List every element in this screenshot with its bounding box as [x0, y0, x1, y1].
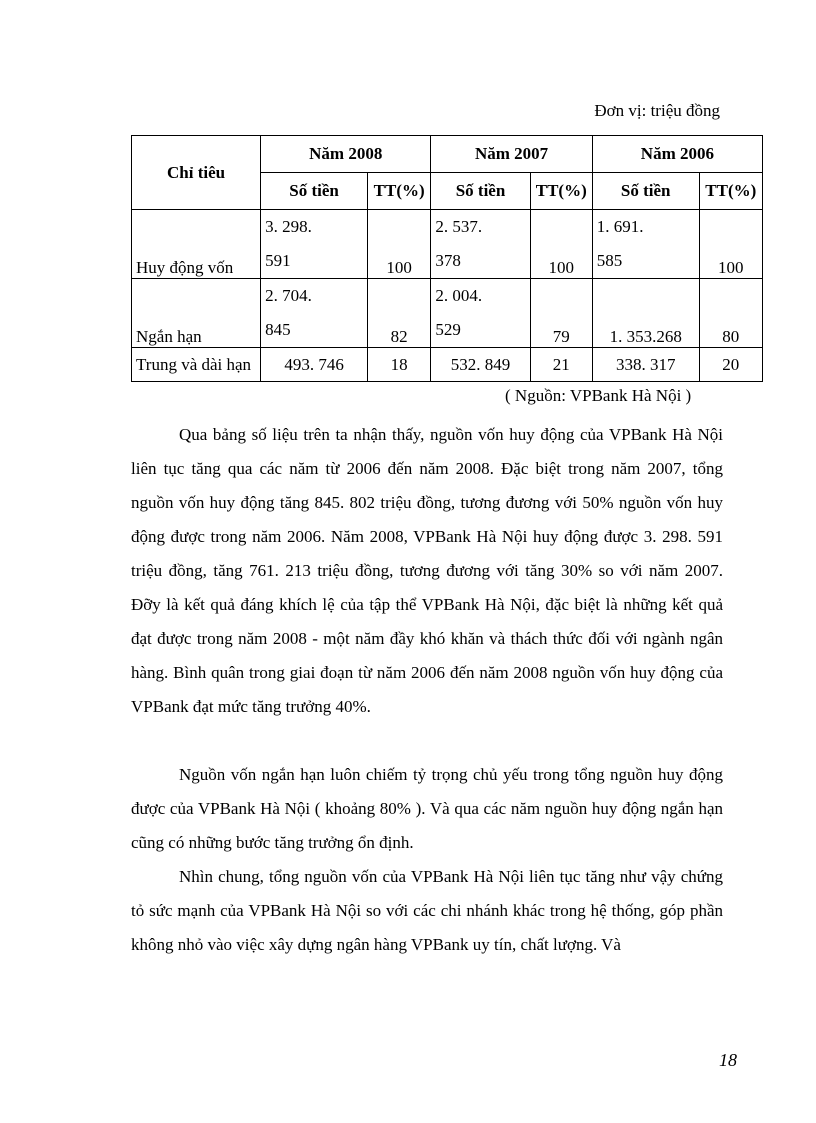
header-amount: Số tiền	[261, 173, 368, 210]
header-pct: TT(%)	[699, 173, 762, 210]
cell-pct: 80	[699, 279, 762, 348]
table-row	[132, 279, 763, 348]
cell-amount: 1. 353.268	[592, 279, 699, 348]
cell-pct: 20	[699, 348, 762, 382]
cell-pct: 100	[530, 210, 592, 279]
cell-pct: 79	[530, 279, 592, 348]
table-row	[132, 210, 763, 279]
cell-pct: 100	[699, 210, 762, 279]
row-label: Huy động vốn	[132, 210, 261, 279]
table-row	[132, 348, 763, 382]
cell-amount: 493. 746	[261, 348, 368, 382]
paragraph: Nhìn chung, tổng nguồn vốn của VPBank Hà Nội liên tục tăng như vậy chứng tỏ sức mạnh của VPBank Hà Nội so với các chi nhánh khác trong hệ thống, góp phần không nhỏ vào việc xây dựng ngân hàng VPBank uy tín, chất lượng. Và	[131, 867, 723, 954]
header-amount: Số tiền	[592, 173, 699, 210]
cell-pct: 21	[530, 348, 592, 382]
cell-amount: 1. 691. 585	[592, 210, 699, 279]
capital-table	[131, 135, 763, 382]
header-year-2006: Năm 2006	[592, 136, 762, 173]
header-indicator: Chỉ tiêu	[132, 136, 261, 210]
cell-pct: 18	[367, 348, 430, 382]
table-header-row	[132, 136, 763, 173]
row-label: Trung và dài hạn	[132, 348, 261, 382]
cell-amount: 2. 704. 845	[261, 279, 368, 348]
paragraph: Qua bảng số liệu trên ta nhận thấy, nguồn vốn huy động của VPBank Hà Nội liên tục tăng qua các năm từ 2006 đến năm 2008. Đặc biệt trong năm 2007, tổng nguồn vốn huy động tăng 845. 802 triệu đồng, tương đương với 50% nguồn vốn huy động được trong năm 2006. Năm 2008, VPBank Hà Nội huy động được 3. 298. 591 triệu đồng, tăng 761. 213 triệu đồng, tương đương với tăng 30% so với năm 2007. Đỡy là kết quả đáng khích lệ của tập thể VPBank Hà Nội, đặc biệt là những kết quả đạt được trong năm 2008 - một năm đầy khó khăn và thách thức đối với ngành ngân hàng. Bình quân trong giai đoạn từ năm 2006 đến năm 2008 nguồn vốn huy động của VPBank đạt mức tăng trưởng 40%.	[131, 425, 723, 716]
page-number: 18	[719, 1050, 737, 1070]
row-label: Ngắn hạn	[132, 279, 261, 348]
unit-note: Đơn vị: triệu đồng	[594, 101, 720, 120]
header-pct: TT(%)	[367, 173, 430, 210]
header-pct: TT(%)	[530, 173, 592, 210]
paragraph: Nguồn vốn ngắn hạn luôn chiếm tỷ trọng chủ yếu trong tổng nguồn huy động được của VPBank Hà Nội ( khoảng 80% ). Và qua các năm nguồn huy động ngắn hạn cũng có những bước tăng trưởng ổn định.	[131, 765, 723, 852]
cell-amount: 338. 317	[592, 348, 699, 382]
cell-pct: 100	[367, 210, 430, 279]
header-year-2007: Năm 2007	[431, 136, 592, 173]
cell-pct: 82	[367, 279, 430, 348]
cell-amount: 532. 849	[431, 348, 530, 382]
cell-amount: 3. 298. 591	[261, 210, 368, 279]
cell-amount: 2. 004. 529	[431, 279, 530, 348]
header-amount: Số tiền	[431, 173, 530, 210]
cell-amount: 2. 537. 378	[431, 210, 530, 279]
source-note: ( Nguồn: VPBank Hà Nội )	[505, 386, 692, 405]
header-year-2008: Năm 2008	[261, 136, 431, 173]
